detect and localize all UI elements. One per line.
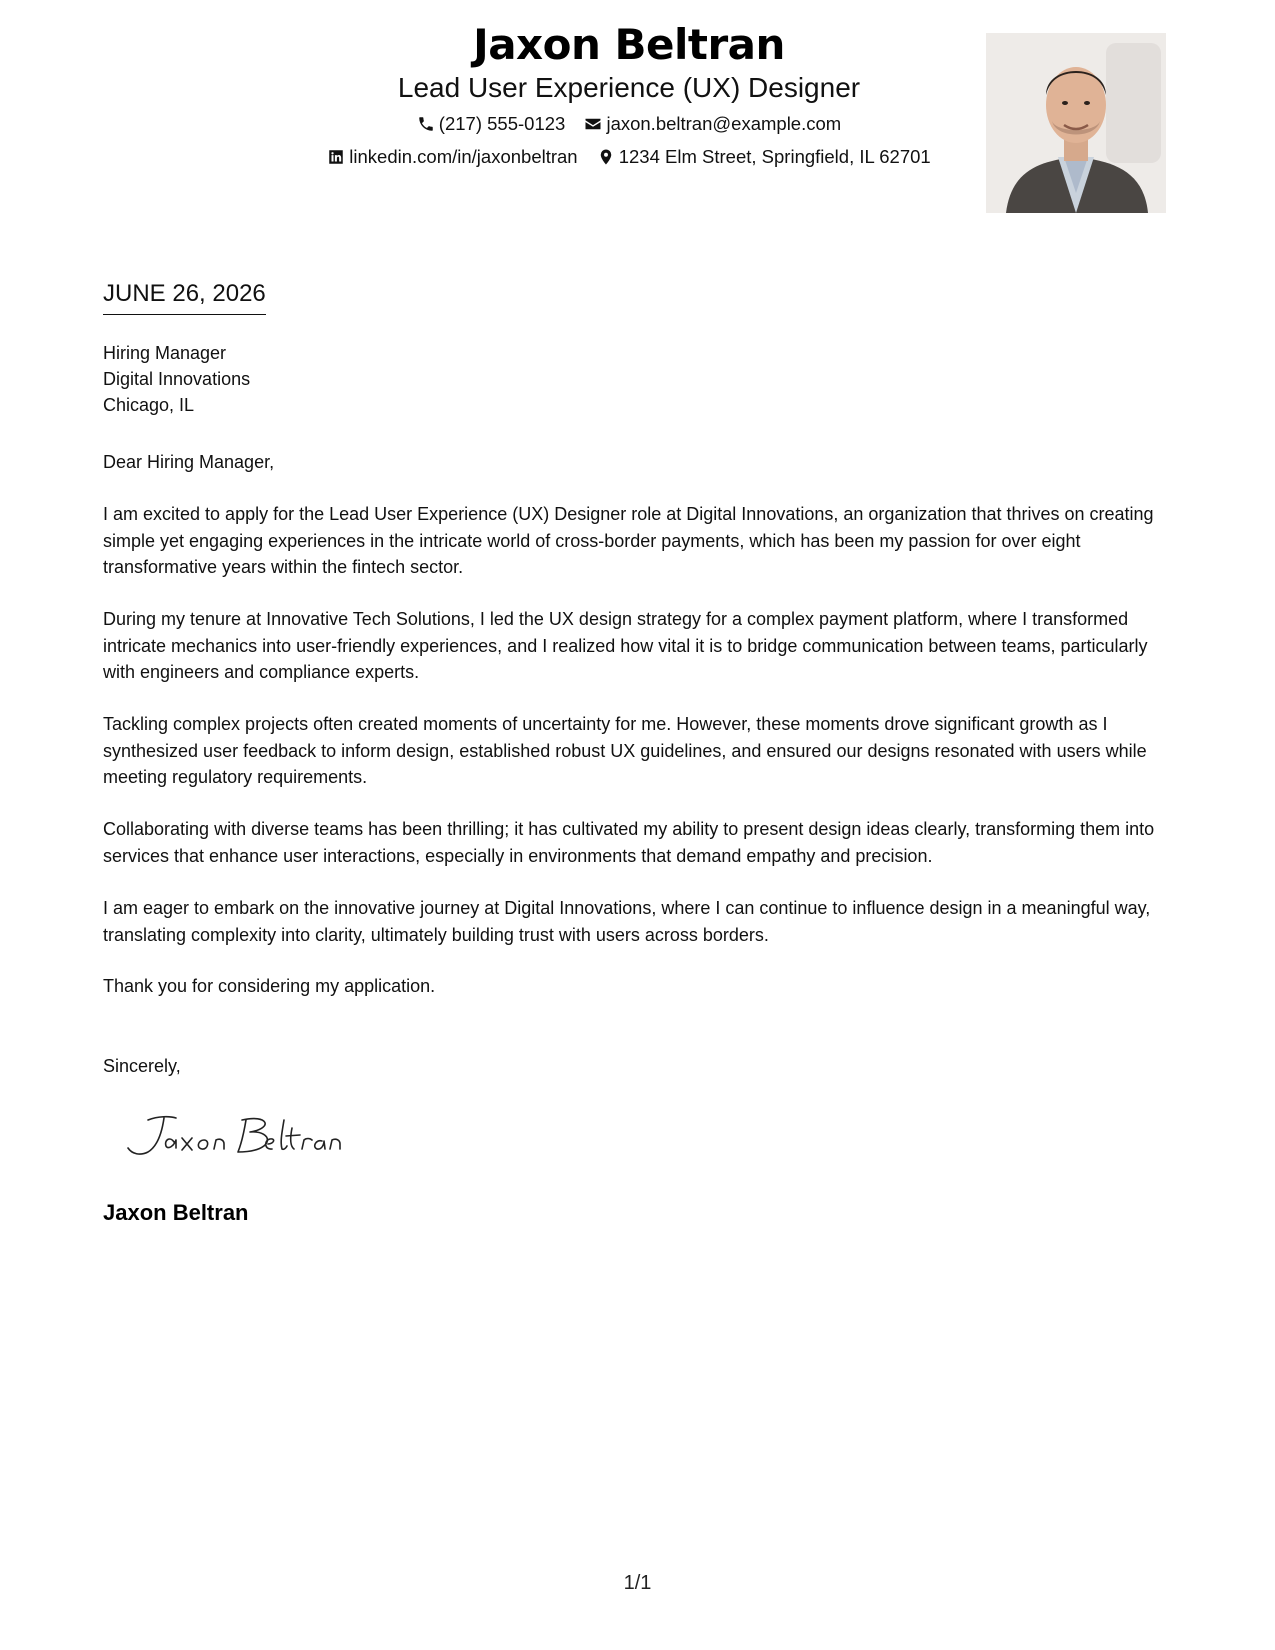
location-pin-icon: [597, 148, 615, 166]
street-address: 1234 Elm Street, Springfield, IL 62701: [618, 146, 931, 167]
recipient-line: Hiring Manager: [103, 343, 227, 363]
recipient-block: [103, 340, 250, 418]
page-number: 1/1: [623, 1572, 652, 1594]
phone-number: (217) 555-0123: [438, 113, 566, 134]
greeting: Dear Hiring Manager,: [103, 452, 275, 472]
signoff: Sincerely,: [103, 1056, 181, 1076]
body-paragraph: Tackling complex projects often created moments of uncertainty for me. However, these moments drove significant growth as I synthesized user feedback to inform design, established robust UX guidelines, and ensured our designs resonated with users while meeting regulatory requirements.: [103, 714, 1147, 787]
applicant-name: Jaxon Beltran: [473, 20, 785, 69]
letter-header: [0, 0, 1275, 220]
phone-contact[interactable]: [417, 113, 566, 135]
linkedin-icon: [327, 148, 345, 166]
recipient-line: Digital Innovations: [103, 369, 251, 389]
portrait-illustration: [986, 33, 1166, 213]
handwritten-signature: [118, 1112, 348, 1160]
body-paragraph: I am eager to embark on the innovative journey at Digital Innovations, where I can continue to influence design in a meaningful way, translating complexity into clarity, ultimately building trust with users across borders.: [103, 898, 1151, 945]
portrait-photo: [986, 33, 1166, 213]
linkedin-url: linkedin.com/in/jaxonbeltran: [349, 146, 578, 167]
applicant-title: Lead User Experience (UX) Designer: [397, 72, 861, 103]
body-paragraph: During my tenure at Innovative Tech Solutions, I led the UX design strategy for a complex payment platform, where I transformed intricate mechanics into user-friendly experiences, and I realized how vital it is to bridge communication between teams, particularly with engineers and compliance experts.: [103, 609, 1148, 682]
recipient-line: Chicago, IL: [103, 395, 195, 415]
address-contact: [597, 146, 931, 168]
letter-date: JUNE 26, 2026: [103, 280, 266, 315]
phone-icon: [417, 115, 435, 133]
body-paragraph: Collaborating with diverse teams has been thrilling; it has cultivated my ability to present design ideas clearly, transforming them into services that enhance user interactions, especially in environments that demand empathy and precision.: [103, 819, 1155, 866]
email-contact[interactable]: [584, 113, 841, 135]
email-address: jaxon.beltran@example.com: [606, 113, 842, 134]
body-paragraph: I am excited to apply for the Lead User Experience (UX) Designer role at Digital Innovations, an organization that thrives on creating simple yet engaging experiences in the intricate world of cross-border payments, which has been my passion for over eight transformative years within the fintech sector.: [103, 504, 1154, 577]
email-icon: [584, 115, 602, 133]
signer-name: Jaxon Beltran: [103, 1200, 249, 1225]
closing-line: Thank you for considering my application.: [103, 976, 436, 996]
linkedin-contact[interactable]: [327, 146, 577, 168]
